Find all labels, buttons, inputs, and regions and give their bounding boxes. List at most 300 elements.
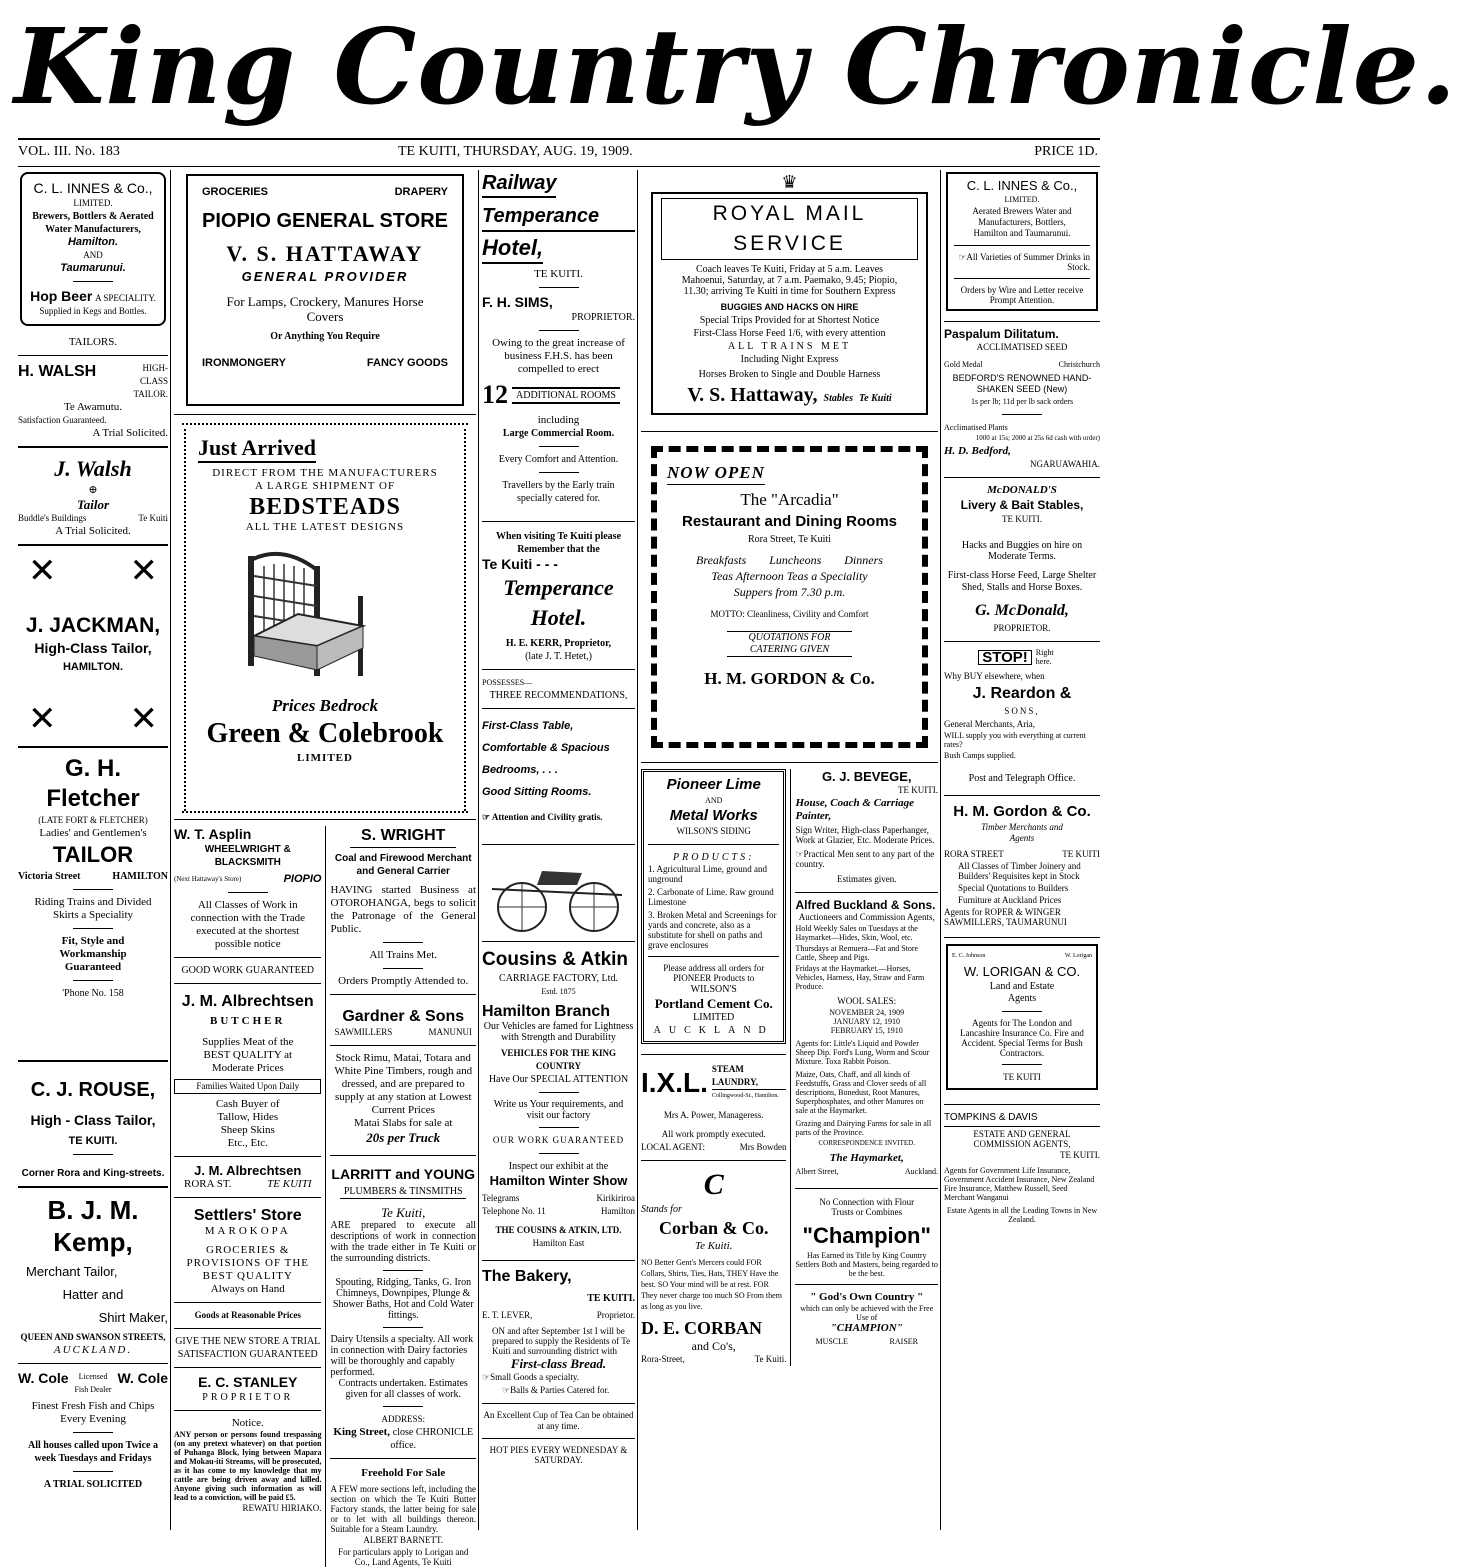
- cousins-tel: Telegrams: [482, 1193, 520, 1203]
- jackman-trade: High-Class Tailor,: [34, 640, 152, 656]
- ixl-addr: Collingwood-St., Hamilton.: [711, 1093, 779, 1099]
- albrechtsen-name: J. M. Albrechtsen: [181, 993, 314, 1010]
- kemp-l1: Merchant Tailor,: [26, 1264, 118, 1279]
- asplin-name: W. T. Asplin: [174, 826, 252, 842]
- wright-orders: Orders Promptly Attended to.: [338, 975, 469, 987]
- innes2-towns: Hamilton and Taumarunui.: [973, 228, 1071, 238]
- cousins-show: Hamilton Winter Show: [489, 1173, 628, 1188]
- lorigan-town: TE KUITI: [1003, 1072, 1041, 1082]
- temp-comf: Comfortable & Spacious: [482, 742, 610, 754]
- jackman-name: J. JACKMAN,: [25, 614, 161, 637]
- wright-trains: All Trains Met.: [369, 949, 438, 961]
- cousins-phone: Telephone No. 11: [482, 1206, 546, 1216]
- arcadia-the: The "Arcadia": [740, 490, 839, 509]
- corban-c: C: [703, 1168, 724, 1201]
- temp-attn: Attention and Civility gratis.: [491, 812, 603, 822]
- mail-special: Special Trips Provided for at Shortest Notice: [699, 315, 880, 326]
- bevege-pract: Practical Men sent to any part of the country.: [795, 849, 935, 869]
- cousins-have: Have Our SPECIAL ATTENTION: [488, 1074, 629, 1085]
- settlers-groc: GROCERIES & PROVISIONS OF THE BEST QUALITY: [186, 1244, 310, 1282]
- pointing-hand-icon: ☞: [958, 252, 967, 262]
- lorigan-lorigan: W. Lorigan: [1064, 953, 1092, 959]
- walsh2-town: Te Kuiti: [138, 513, 168, 523]
- reardon-name: J. Reardon &: [972, 685, 1072, 702]
- bevege-trade: House, Coach & Carriage Painter,: [795, 797, 915, 822]
- railway-proprietor: PROPRIETOR.: [571, 312, 635, 323]
- gardner-town: MANUNUI: [428, 1027, 472, 1037]
- mail-buggies: BUGGIES AND HACKS ON HIRE: [720, 302, 859, 312]
- ad-lorigan: [946, 944, 1098, 1090]
- piopio-groceries: GROCERIES: [202, 186, 269, 198]
- carriage-image: [482, 855, 632, 935]
- railway-every: Every Comfort and Attention.: [498, 454, 619, 465]
- bakery-pies: HOT PIES EVERY WEDNESDAY & SATURDAY.: [489, 1445, 628, 1465]
- cole-houses: All houses called upon Twice a week Tuesdays and Fridays: [28, 1440, 158, 1464]
- asplin-town: PIOPIO: [283, 873, 322, 885]
- bakery-name: The Bakery,: [482, 1268, 572, 1285]
- fletcher-ladies: Ladies' and Gentlemen's: [39, 827, 147, 839]
- temp-temp: Temperance: [503, 575, 614, 600]
- pioneer-p1: 1. Agricultural Lime, ground and unground: [648, 864, 767, 884]
- bed-prices: Prices Bedrock: [271, 696, 379, 715]
- walsh2-icon: ⊕: [88, 484, 98, 496]
- walsh2-trade: Tailor: [76, 497, 110, 512]
- mail-town: Te Kuiti: [858, 393, 892, 404]
- corban-name: Corban & Co.: [658, 1218, 769, 1238]
- railway-text: Owing to the great increase of business F.H.S. has been compelled to erect: [492, 337, 625, 375]
- fletcher-phone: 'Phone No. 158: [62, 988, 124, 999]
- temp-prop: H. E. KERR, Proprietor,: [505, 638, 612, 649]
- buckland-corr: CORRESPONDENCE INVITED.: [818, 1139, 915, 1147]
- arcadia-open: NOW OPEN: [667, 462, 765, 485]
- albrechtsen-street: RORA ST.: [184, 1178, 232, 1190]
- gordon-all: All Classes of Timber Joinery and Builders' Requisites kept in Stock: [958, 861, 1081, 881]
- arcadia-teas: Teas Afternoon Teas a Speciality: [711, 569, 868, 583]
- buckland-agents: Agents for: Little's Liquid and Powder Sheep Dip. Ford's Lung, Worm and Scour Mixture. Toxa Rabbit Poison.: [795, 1039, 930, 1066]
- paspalum-chch: Christchurch: [1058, 360, 1100, 369]
- corban-stands: Stands for: [641, 1204, 682, 1215]
- reardon-sons: SONS,: [1004, 706, 1040, 716]
- cole-name: W. Cole: [18, 1370, 69, 1386]
- piopio-lamps: For Lamps, Crockery, Manures Horse Covers: [226, 294, 424, 324]
- champion-champ: "CHAMPION": [830, 1322, 903, 1334]
- bed-arrived: Just Arrived: [198, 435, 316, 463]
- paspalum-accl: ACCLIMATISED SEED: [976, 342, 1068, 352]
- buckland-fri: Fridays at the Haymarket.—Horses, Vehicles, Harness, Hay, Straw and Farm Produce.: [795, 964, 925, 991]
- tailors-head: TAILORS.: [68, 336, 118, 348]
- mcdonald-prop: G. McDonald,: [975, 602, 1069, 619]
- albrechtsen-cash: Cash Buyer of Tallow, Hides Sheep Skins Etc., Etc.: [215, 1098, 280, 1149]
- buckland-hold: Hold Weekly Sales on Tuesdays at the Haymarket—Hides, Skin, Wool, etc.: [795, 924, 918, 942]
- settlers-town: MAROKOPA: [204, 1225, 291, 1237]
- lorigan-land: Land and Estate Agents: [989, 981, 1055, 1004]
- albrechtsen-town: TE KUITI: [267, 1178, 312, 1190]
- column-4: [641, 170, 938, 1366]
- piopio-iron: IRONMONGERY: [202, 357, 286, 369]
- albrechtsen-trade: BUTCHER: [210, 1015, 286, 1027]
- larritt-street: King Street,: [333, 1426, 391, 1438]
- reardon-stop: STOP!: [978, 650, 1032, 665]
- fletcher-late: (LATE FORT & FLETCHER): [38, 815, 148, 825]
- tompkins-estate: ESTATE AND GENERAL COMMISSION AGENTS,: [973, 1129, 1071, 1149]
- ixl-mrs: Mrs A. Power, Manageress.: [663, 1110, 764, 1120]
- cousins-name: Cousins & Atkin: [482, 949, 629, 970]
- bakery-cup: An Excellent Cup of Tea Can be obtained at any time.: [483, 1410, 634, 1431]
- temp-poss: POSSESSES—: [482, 678, 533, 687]
- lorigan-johnson: E. C. Johnson: [952, 953, 986, 959]
- bakery-text: ON and after September 1st I will be prepared to supply the Residents of Te Kuiti and surrounding district with: [492, 1326, 631, 1356]
- albrechtsen-name2: J. M. Albrechtsen: [194, 1163, 302, 1178]
- piopio-fancy: FANCY GOODS: [366, 357, 448, 369]
- gordon-timber: Timber Merchants and Agents: [981, 822, 1063, 843]
- asplin-next: (Next Hattaway's Store): [174, 875, 242, 883]
- mcdonald-town: TE KUITI.: [1002, 514, 1042, 524]
- ixl-name: I.X.L.: [641, 1067, 708, 1098]
- arcadia-street: Rora Street, Te Kuiti: [748, 534, 831, 545]
- bedstead-image: [238, 536, 388, 696]
- column-6: [944, 170, 1100, 1224]
- walsh1-name: H. WALSH: [18, 363, 97, 380]
- arcadia-quot: QUOTATIONS FOR CATERING GIVEN: [727, 631, 852, 657]
- bevege-town: TE KUITI.: [898, 785, 938, 795]
- innes2-summer: All Varieties of Summer Drinks in Stock.: [966, 252, 1090, 272]
- walsh2-addr: Buddle's Buildings: [18, 513, 87, 523]
- buckland-auct: Auctioneers and Commission Agents,: [798, 912, 935, 922]
- larritt-town: Te Kuiti,: [381, 1205, 426, 1220]
- corban-street: Rora-Street,: [641, 1354, 685, 1364]
- pioneer-please: Please address all orders for PIONEER Products to: [663, 963, 765, 983]
- settlers-goods: Goods at Reasonable Prices: [194, 1310, 301, 1320]
- paspalum-per: 1s per lb; 11d per lb sack orders: [970, 397, 1074, 406]
- mail-night: Including Night Express: [740, 354, 839, 365]
- pointing-hand-icon: ☞: [482, 1372, 491, 1382]
- rouse-name: C. J. ROUSE,: [30, 1079, 156, 1101]
- cross-icon: ✕: [129, 553, 158, 590]
- freehold-head: Freehold For Sale: [361, 1467, 446, 1479]
- gardner-trade: SAWMILLERS: [334, 1027, 393, 1037]
- gardner-text: Stock Rimu, Matai, Totara and White Pine Timbers, rough and dressed, and are prepared to supply at any station at Lowest Current Prices: [334, 1052, 473, 1116]
- kemp-l4: QUEEN AND SWANSON STREETS,: [20, 1332, 166, 1342]
- temp-late: (late J. T. Hetet,): [525, 651, 592, 662]
- ad-innes: [20, 172, 166, 326]
- pioneer-cement: Portland Cement Co.: [654, 996, 773, 1011]
- reardon-bush: Bush Camps supplied.: [944, 751, 1016, 760]
- champion-has: Has Earned its Title by King Country Settlers Both and Masters, being regarded to be the best.: [795, 1251, 938, 1278]
- cousins-veh: Our Vehicles are famed for Lightness with Strength and Durability: [483, 1021, 634, 1043]
- reardon-gen: General Merchants, Aria,: [944, 719, 1035, 729]
- cousins-inspect: Inspect our exhibit at the: [508, 1161, 609, 1172]
- temp-when: When visiting Te Kuiti please Remember that the: [495, 531, 622, 555]
- freehold-agent: ALBERT BARNETT.: [363, 1535, 444, 1545]
- innes-spec: A SPECIALITY.: [95, 293, 156, 303]
- buckland-name: Alfred Buckland & Sons.: [795, 898, 936, 912]
- larritt-trade: PLUMBERS & TINSMITHS: [340, 1185, 466, 1199]
- paspalum-bed: BEDFORD'S RENOWNED HAND-SHAKEN SEED (New): [952, 373, 1092, 394]
- bakery-balls: Balls & Parties Catered for.: [510, 1385, 610, 1395]
- mail-broken: Horses Broken to Single and Double Harness: [698, 369, 881, 380]
- price: PRICE 1D.: [1034, 144, 1098, 159]
- kemp-l2: Hatter and: [62, 1287, 124, 1302]
- cousins-ham: Hamilton: [601, 1206, 635, 1216]
- albrechtsen-meat: Supplies Meat of the BEST QUALITY at Moderate Prices: [202, 1036, 294, 1074]
- piopio-anything: Or Anything You Require: [270, 331, 380, 342]
- railway-num: 12: [482, 380, 508, 409]
- corban-de: D. E. CORBAN: [641, 1318, 763, 1338]
- bevege-sign: Sign Writer, High-class Paperhanger, Work at Glazier, Etc. Moderate Prices.: [795, 825, 935, 845]
- temp-good: Good Sitting Rooms.: [482, 786, 592, 798]
- buckland-hay: The Haymarket,: [829, 1152, 904, 1164]
- buckland-thurs: Thursdays at Remuera—Fat and Store Cattle, Sheep and Pigs.: [795, 944, 919, 962]
- tompkins-leading: Estate Agents in all the Leading Towns in New Zealand.: [946, 1206, 1098, 1224]
- larritt-dairy: Dairy Utensils a specialty. All work in connection with Dairy factories will be thoroughly and capably performed.: [330, 1334, 474, 1378]
- jackman-town: HAMILTON.: [62, 661, 124, 673]
- champion-raiser: RAISER: [889, 1337, 918, 1346]
- pointing-hand-icon: ☞: [482, 812, 491, 822]
- bakery-proprietor: Proprietor.: [596, 1310, 635, 1320]
- mail-coach: Coach leaves Te Kuiti, Friday at 5 a.m. Leaves Mahoenui, Saturday, at 7 a.m. Paemako, 9.45; Piopio, 11.30; arriving Te Kuiti in time for Southern Express: [681, 264, 898, 297]
- cross-icon: ✕: [129, 701, 158, 738]
- innes-hop: Hop Beer: [30, 288, 93, 304]
- fletcher-riding: Riding Trains and Divided Skirts a Speciality: [34, 896, 152, 921]
- railway-rooms: ADDITIONAL ROOMS: [512, 387, 620, 404]
- larritt-address: ADDRESS:: [381, 1414, 425, 1424]
- mcdonald-name: McDONALD'S: [987, 484, 1057, 496]
- gordon-agents: Agents for ROPER & WINGER SAWMILLERS, TAUMARUNUI: [944, 907, 1067, 927]
- buckland-albert: Albert Street,: [795, 1167, 839, 1176]
- cousins-est: Estd. 1875: [541, 987, 576, 996]
- pointing-hand-icon: ☞: [502, 1385, 511, 1395]
- cousins-ltd: THE COUSINS & ATKIN, LTD.: [495, 1225, 622, 1235]
- temp-hotel: Hotel.: [530, 605, 587, 630]
- arcadia-suppers: Suppers from 7.30 p.m.: [733, 585, 846, 599]
- mail-name: V. S. Hattaway,: [687, 384, 818, 406]
- bed-shipment: A LARGE SHIPMENT OF: [254, 480, 396, 492]
- ixl-bowden: Mrs Bowden: [739, 1142, 787, 1152]
- walsh1-town: Te Awamutu.: [63, 401, 123, 413]
- settlers-name: Settlers' Store: [193, 1207, 302, 1224]
- bevege-est: Estimates given.: [836, 874, 897, 884]
- ixl-agent: LOCAL AGENT:: [641, 1142, 705, 1152]
- champion-which: which can only be achieved with the Free Use of: [800, 1304, 934, 1322]
- fletcher-tailor: TAILOR: [52, 842, 134, 867]
- ad-arcadia: [651, 446, 928, 748]
- buckland-nov: NOVEMBER 24, 1909: [829, 1008, 905, 1017]
- railway-including: including: [537, 414, 580, 426]
- walsh1-line2: A Trial Solicited.: [92, 427, 168, 439]
- tompkins-agents: Agents for Government Life Insurance, Government Accident Insurance, New Zealand Fire Insurance, Matthew Russell, Seed Merchant Wanganui: [944, 1166, 1095, 1202]
- ad-piopio: [186, 174, 464, 406]
- railway-town: TE KUITI.: [534, 268, 583, 280]
- piopio-provider: GENERAL PROVIDER: [241, 269, 409, 284]
- pioneer-wilson: WILSON'S: [690, 984, 737, 995]
- innes-name: C. L. INNES & Co.,: [33, 180, 153, 196]
- buckland-jan: JANUARY 12, 1910: [833, 1017, 901, 1026]
- kemp-l3: Shirt Maker,: [98, 1310, 168, 1325]
- railway-large: Large Commercial Room.: [502, 428, 615, 439]
- pioneer-p3: 3. Broken Metal and Screenings for yards and concrete, also as a substitute for shell on paths and grave enclosures: [648, 910, 777, 950]
- walsh1-line1: Satisfaction Guaranteed.: [18, 415, 107, 425]
- arcadia-name: H. M. GORDON & Co.: [704, 669, 875, 688]
- walsh2-trial: A Trial Solicited.: [55, 525, 131, 537]
- fletcher-town: HAMILTON: [112, 871, 168, 882]
- paspalum-name2: H. D. Bedford,: [944, 445, 1011, 457]
- larritt-name: LARRITT and YOUNG: [331, 1166, 476, 1182]
- railway-l2: Temperance: [482, 202, 635, 232]
- notice-sign: REWATU HIRIAKO.: [242, 1503, 322, 1513]
- buckland-wool: WOOL SALES:: [837, 996, 897, 1006]
- gordon-street: RORA STREET: [944, 849, 1004, 859]
- gordon-special: Special Quotations to Builders: [958, 883, 1069, 893]
- wright-trade: Coal and Firewood Merchant and General Carrier: [334, 853, 472, 877]
- rouse-trade: High - Class Tailor,: [30, 1112, 156, 1128]
- innes-limited: LIMITED.: [73, 198, 113, 208]
- ad-royal-mail: [651, 192, 928, 415]
- gardner-price: 20s per Truck: [366, 1130, 441, 1145]
- railway-l3: Hotel,: [482, 234, 543, 264]
- cousins-work: OUR WORK GUARANTEED: [492, 1135, 625, 1145]
- notice-text: ANY person or persons found trespassing (on any pretext whatever) on that portion of Puhanga Block, lying between Mapara and Mokau-iti Streams, will be prosecuted, as it has come to my knowledge that my cattle are being driven away and killed. Anyone giving such information as will lead to a conviction, will be paid £5.: [174, 1430, 322, 1502]
- bakery-prop: E. T. LEVER,: [482, 1310, 533, 1320]
- cousins-kc: VEHICLES FOR THE KING COUNTRY: [500, 1048, 617, 1071]
- larritt-contracts: Contracts undertaken. Estimates given for all classes of work.: [338, 1378, 468, 1400]
- corban-town: Te Kuiti.: [694, 1240, 733, 1252]
- wright-text: HAVING started Business at OTOROHANGA, begs to solicit the Patronage of the General Public.: [330, 884, 476, 935]
- wright-name: S. WRIGHT: [350, 826, 456, 848]
- innes-and: AND: [83, 250, 103, 260]
- notice-head: Notice.: [231, 1417, 264, 1429]
- ad-bedsteads: [184, 429, 466, 811]
- lorigan-agents: Agents for The London and Lancashire Insurance Co. Fire and Accident. Special Terms for Bush Contractors.: [960, 1018, 1084, 1058]
- innes-town1: Hamilton.: [67, 236, 119, 248]
- innes2-trade: Aerated Brewers Water and Manufacturers, Bottlers,: [972, 206, 1072, 227]
- ixl-all: All work promptly executed.: [661, 1129, 766, 1139]
- temp-bed: Bedrooms, . . .: [482, 764, 558, 776]
- settlers-prop: E. C. STANLEY: [198, 1374, 298, 1390]
- piopio-store: PIOPIO GENERAL STORE: [202, 210, 448, 232]
- temp-first: First-Class Table,: [482, 720, 574, 732]
- fletcher-name: G. H. Fletcher: [46, 755, 140, 812]
- paspalum-prices: 1000 at 15s; 2000 at 25s 6d cash with order): [975, 434, 1100, 442]
- gordon-furn: Furniture at Auckland Prices: [958, 895, 1062, 905]
- cousins-trade: CARRIAGE FACTORY, Ltd.: [499, 973, 618, 984]
- bakery-town: TE KUITI.: [587, 1293, 635, 1304]
- column-2: [174, 170, 476, 1567]
- reardon-right: Right here.: [1035, 648, 1054, 666]
- piopio-drapery: DRAPERY: [394, 186, 448, 198]
- paspalum-medal: Gold Medal: [944, 360, 983, 369]
- champion-gods: " God's Own Country ": [810, 1291, 924, 1303]
- settlers-proprietor: PROPRIETOR: [202, 1392, 294, 1403]
- asplin-work: All Classes of Work in connection with the Trade executed at the shortest possible notice: [190, 899, 306, 950]
- bakery-bread: First-class Bread.: [510, 1356, 607, 1371]
- gardner-name: Gardner & Sons: [342, 1008, 465, 1025]
- settlers-give: GIVE THE NEW STORE A TRIAL SATISFACTION GUARANTEED: [175, 1336, 321, 1360]
- paspalum-name: Paspalum Dilitatum.: [944, 327, 1059, 341]
- freehold-particulars: For particulars apply to Lorigan and Co., Land Agents, Te Kuiti: [338, 1547, 469, 1567]
- mail-title: ROYAL MAIL SERVICE: [661, 198, 918, 260]
- cousins-east: Hamilton East: [532, 1238, 585, 1248]
- masthead-title: King Country Chronicle.: [14, 5, 1457, 128]
- crown-icon: ♛: [781, 172, 798, 192]
- lorigan-name: W. LORIGAN & CO.: [963, 964, 1081, 979]
- corban-town2: Te Kuiti.: [754, 1354, 787, 1364]
- railway-prop: F. H. SIMS,: [482, 294, 553, 310]
- railway-l1: Railway: [482, 170, 556, 198]
- cousins-kir: Kirikiriroa: [596, 1193, 635, 1203]
- pioneer-and: AND: [705, 796, 723, 805]
- innes-supply: Supplied in Kegs and Bottles.: [39, 306, 147, 316]
- cross-icon: ✕: [28, 701, 57, 738]
- fletcher-fit: Fit, Style and Workmanship Guaranteed: [59, 935, 127, 973]
- mcdonald-proprietor: PROPRIETOR.: [993, 623, 1051, 633]
- larritt-office: close CHRONICLE office.: [390, 1427, 474, 1451]
- reardon-will: WILL supply you with everything at current rates?: [944, 731, 1086, 749]
- cross-divider-1: [18, 552, 168, 592]
- corban-cos: and Co's,: [691, 1339, 736, 1353]
- champion-muscle: MUSCLE: [815, 1337, 848, 1346]
- mcdonald-hacks: Hacks and Buggies on hire on Moderate Terms.: [961, 540, 1083, 562]
- freehold-text: A FEW more sections left, including the section on which the Te Kuiti Butter Factory stands, the latter being for sale or to let with all buildings thereon. Suitable for a Steam Laundry.: [330, 1484, 476, 1534]
- rouse-town: TE KUITI.: [68, 1135, 118, 1147]
- temp-tk: Te Kuiti - - -: [482, 556, 558, 572]
- innes-trade: Brewers, Bottlers & Aerated Water Manufacturers,: [32, 211, 154, 235]
- cole-fish: Finest Fresh Fish and Chips Every Evening: [31, 1400, 155, 1425]
- mcdonald-livery: Livery & Bait Stables,: [960, 498, 1084, 512]
- reardon-why: Why BUY elsewhere, when: [944, 671, 1045, 681]
- dateline: [18, 138, 1100, 167]
- paspalum-plants: Acclimatised Plants: [944, 423, 1008, 432]
- asplin-guar: GOOD WORK GUARANTEED: [181, 965, 315, 976]
- place-date: TE KUITI, THURSDAY, AUG. 19, 1909.: [398, 144, 633, 159]
- asplin-trade: WHEELWRIGHT & BLACKSMITH: [204, 844, 291, 868]
- walsh2-name: J. Walsh: [54, 456, 132, 481]
- buckland-feb: FEBRUARY 15, 1910: [830, 1026, 903, 1035]
- bed-direct: DIRECT FROM THE MANUFACTURERS: [212, 467, 438, 479]
- pioneer-siding: WILSON'S SIDING: [676, 826, 751, 836]
- bevege-name: G. J. BEVEGE,: [821, 769, 912, 784]
- innes2-name: C. L. INNES & Co.,: [966, 178, 1078, 193]
- cousins-branch: Hamilton Branch: [482, 1003, 611, 1020]
- tompkins-town: TE KUITI.: [1060, 1150, 1100, 1160]
- pioneer-products: PRODUCTS:: [673, 852, 755, 863]
- cross-icon: ✕: [28, 553, 57, 590]
- arcadia-motto: MOTTO: Cleanliness, Civility and Comfort: [710, 609, 869, 619]
- arcadia-rest: Restaurant and Dining Rooms: [681, 513, 898, 530]
- innes2-orders: Orders by Wire and Letter receive Prompt Attention.: [960, 285, 1084, 305]
- column-1: [18, 170, 168, 1491]
- gardner-slabs: Matai Slabs for sale at: [354, 1117, 453, 1129]
- fletcher-street: Victoria Street: [18, 871, 81, 882]
- kemp-l5: AUCKLAND.: [53, 1344, 133, 1356]
- cole-trial: A TRIAL SOLICITED: [43, 1479, 143, 1490]
- tompkins-name: TOMPKINS & DAVIS: [944, 1112, 1038, 1123]
- buckland-maize: Maize, Oats, Chaff, and all kinds of Feedstuffs, Grass and Clover seeds of all descriptions, Bonedust, Root Manures, Superphosphates, and other Manures on sale at the Haymarket.: [795, 1070, 927, 1115]
- column-3: [482, 170, 635, 1465]
- champion-name: "Champion": [802, 1223, 931, 1248]
- innes-town2: Taumarunui.: [60, 262, 126, 274]
- arcadia-meals: Breakfasts Luncheons Dinners: [696, 553, 883, 567]
- ad-innes-2: [946, 172, 1098, 311]
- cross-divider-2: [18, 700, 168, 740]
- bakery-small: Small Goods a specialty.: [490, 1372, 579, 1382]
- cousins-write: Write us Your requirements, and visit our factory: [493, 1099, 624, 1121]
- bed-designs: ALL THE LATEST DESIGNS: [245, 521, 405, 533]
- mcdonald-first: First-class Horse Feed, Large Shelter Shed, Stalls and Horse Boxes.: [947, 570, 1097, 593]
- reardon-post: Post and Telegraph Office.: [968, 773, 1076, 784]
- paspalum-town: NGARUAWAHIA.: [1029, 459, 1100, 469]
- cole-trade: Licensed Fish Dealer: [74, 1372, 112, 1394]
- larritt-text: ARE prepared to execute all descriptions of work in connection with the trade either in Te Kuiti or the surrounding districts.: [330, 1220, 476, 1264]
